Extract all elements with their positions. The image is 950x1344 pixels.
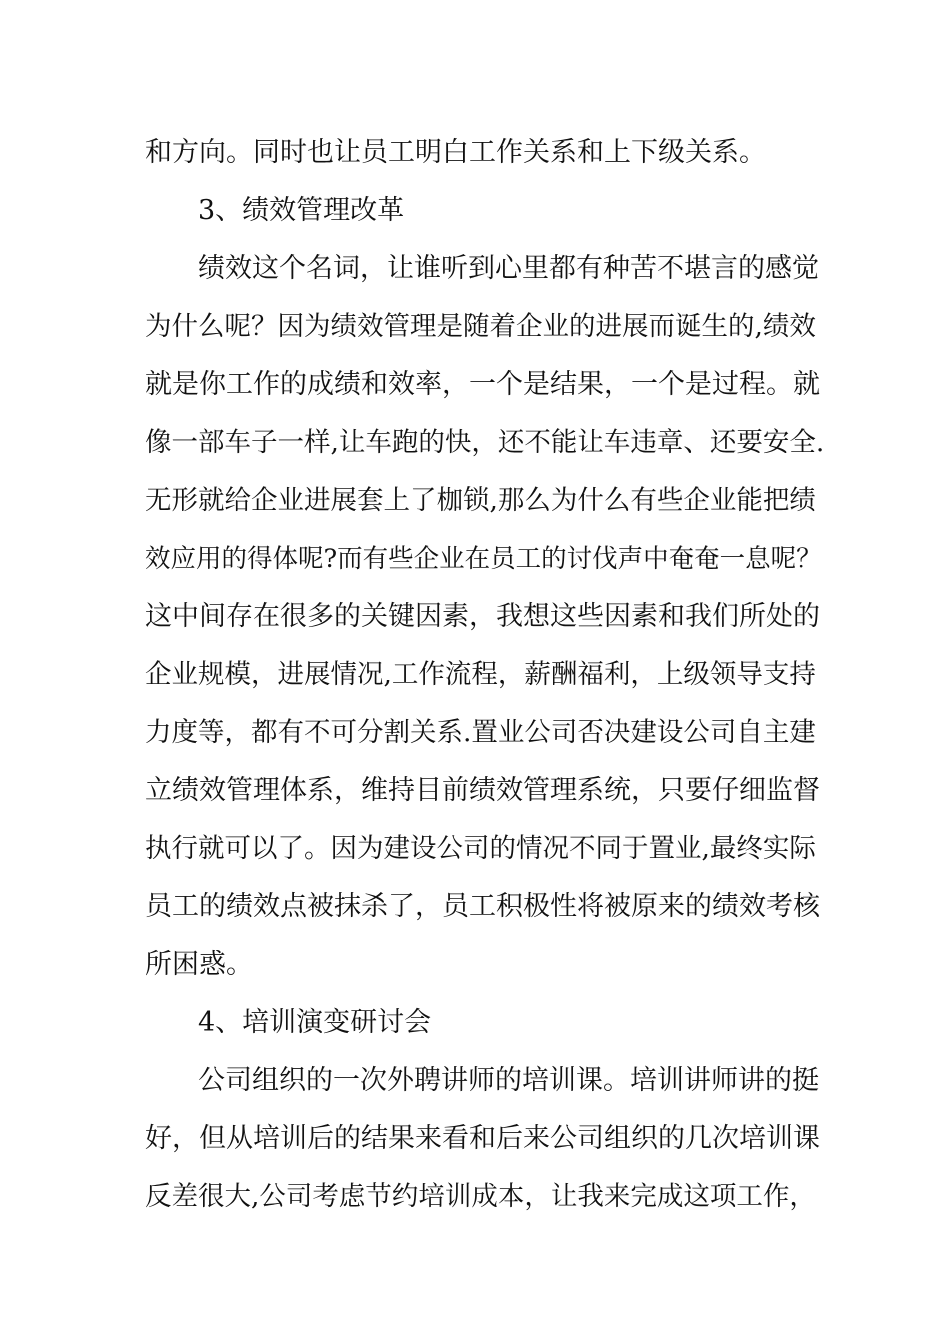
paragraph-line: 立绩效管理体系，维持目前绩效管理系统，只要仔细监督	[145, 775, 820, 806]
paragraph-line-continuation: 和方向。同时也让员工明白工作关系和上下级关系。	[145, 137, 766, 168]
paragraph-line: 公司组织的一次外聘讲师的培训课。培训讲师讲的挺	[198, 1065, 819, 1096]
paragraph-line: 好，但从培训后的结果来看和后来公司组织的几次培训课	[145, 1123, 820, 1154]
paragraph-line: 绩效这个名词，让谁听到心里都有种苦不堪言的感觉	[198, 253, 819, 284]
paragraph-line: 员工的绩效点被抹杀了，员工积极性将被原来的绩效考核	[145, 891, 820, 922]
paragraph-line: 为什么呢？因为绩效管理是随着企业的进展而诞生的,绩效	[145, 311, 816, 342]
paragraph-line: 这中间存在很多的关键因素，我想这些因素和我们所处的	[145, 601, 820, 632]
section-heading-4: 4、培训演变研讨会	[198, 1007, 432, 1038]
paragraph-line: 力度等，都有不可分割关系.置业公司否决建设公司自主建	[145, 717, 816, 748]
paragraph-line: 企业规模，进展情况,工作流程，薪酬福利，上级领导支持	[145, 659, 816, 690]
paragraph-line: 就是你工作的成绩和效率，一个是结果，一个是过程。就	[145, 369, 820, 400]
paragraph-line: 所困惑。	[145, 949, 253, 980]
paragraph-line: 无形就给企业进展套上了枷锁,那么为什么有些企业能把绩	[145, 485, 816, 516]
paragraph-line: 执行就可以了。因为建设公司的情况不同于置业,最终实际	[145, 833, 816, 864]
paragraph-line: 反差很大,公司考虑节约培训成本，让我来完成这项工作，	[145, 1181, 816, 1212]
paragraph-line: 效应用的得体呢?而有些企业在员工的讨伐声中奄奄一息呢？	[145, 544, 822, 574]
section-heading-3: 3、绩效管理改革	[198, 195, 405, 226]
paragraph-line: 像一部车子一样,让车跑的快，还不能让车违章、还要安全.	[145, 427, 825, 458]
